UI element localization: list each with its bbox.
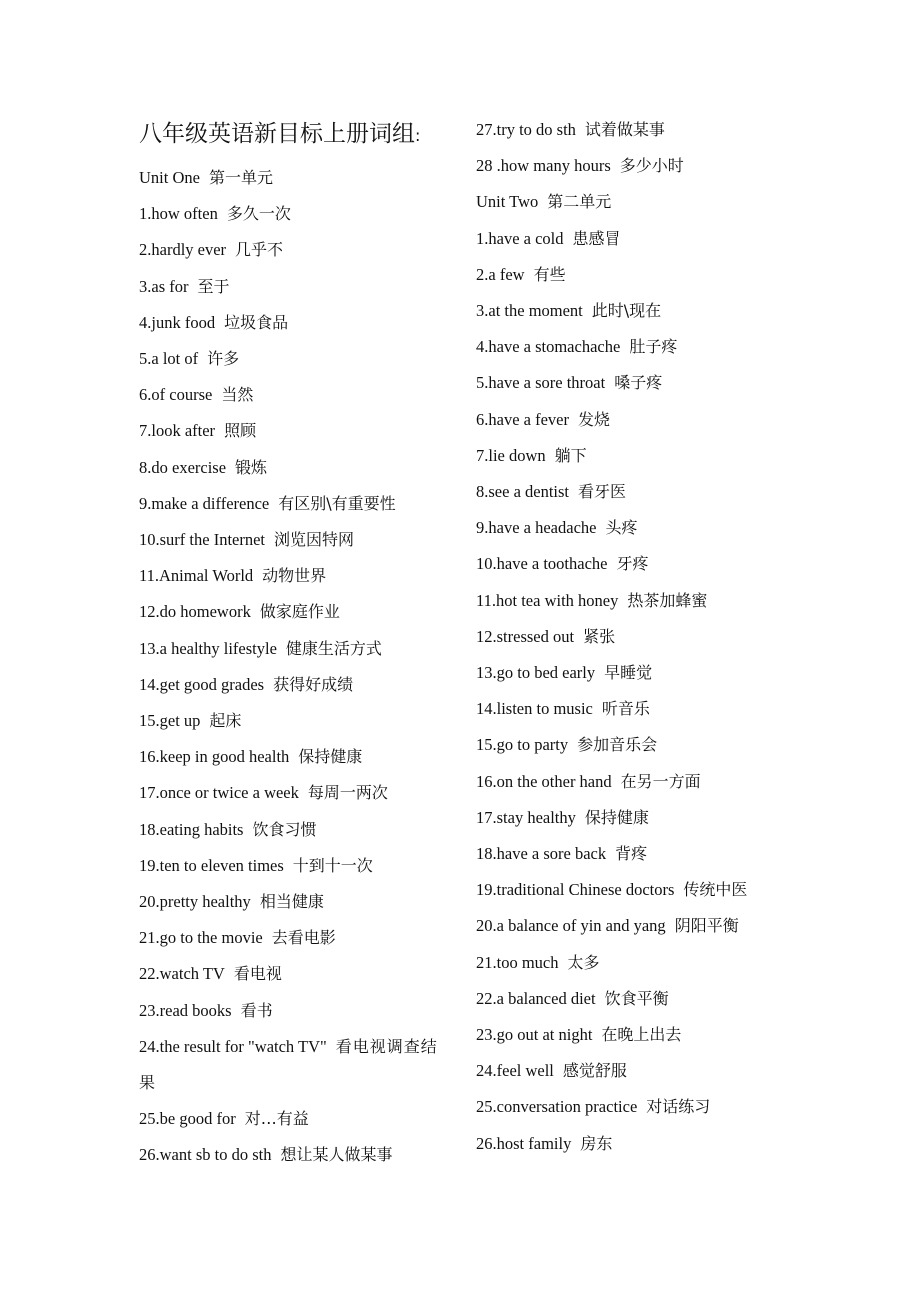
phrase-chinese: 阴阳平衡 [674, 916, 739, 936]
phrase-chinese: 看书 [240, 1000, 273, 1020]
phrase-english: 20.pretty healthy [139, 892, 251, 911]
list-item [139, 783, 388, 803]
list-item [139, 675, 353, 695]
list-item [476, 591, 707, 611]
phrase-english: 7.lie down [476, 445, 546, 465]
phrase-english: 14.listen to music [476, 699, 593, 719]
list-item [476, 301, 661, 321]
phrase-english: 27.try to do sth [476, 120, 576, 139]
phrase-english: 12.stressed out [476, 626, 575, 646]
list-item [139, 421, 256, 441]
phrase-chinese: 第二单元 [547, 192, 612, 212]
list-item [476, 953, 600, 973]
list-item [139, 458, 267, 478]
phrase-english: 25.conversation practice [476, 1097, 638, 1117]
phrase-english: 13.go to bed early [476, 663, 596, 682]
phrase-chinese: 每周一两次 [307, 783, 388, 803]
phrase-chinese: 牙疼 [616, 554, 649, 574]
list-item [476, 989, 669, 1009]
list-item [139, 964, 282, 984]
phrase-english: 1.how often [139, 204, 218, 224]
list-item [139, 277, 230, 297]
phrase-english: 9.make a difference [139, 493, 270, 513]
phrase-chinese: 保持健康 [584, 807, 649, 827]
list-item [476, 337, 677, 357]
unit-heading [476, 192, 611, 212]
list-item [476, 880, 747, 900]
phrase-english: 13.a healthy lifestyle [139, 638, 277, 658]
phrase-chinese: 看牙医 [578, 482, 627, 501]
phrase-english: 10.surf the Internet [139, 530, 265, 549]
phrase-english: 11.Animal World [139, 566, 254, 586]
phrase-english: 9.have a headache [476, 518, 597, 538]
phrase-chinese: 许多 [207, 349, 240, 368]
phrase-english: 8.see a dentist [476, 482, 570, 501]
phrase-chinese: 起床 [209, 711, 242, 730]
phrase-english: 19.traditional Chinese doctors [476, 880, 675, 900]
phrase-chinese: 躺下 [554, 445, 587, 465]
phrase-chinese: 相当健康 [259, 892, 324, 911]
phrase-english: 19.ten to eleven times [139, 855, 284, 875]
list-item [476, 265, 566, 285]
list-item [139, 1001, 273, 1021]
list-item [476, 735, 657, 755]
phrase-english: 5.have a sore throat [476, 373, 606, 393]
phrase-chinese: 动物世界 [262, 566, 327, 586]
phrase-chinese: 看电视调查结果 [139, 1036, 438, 1092]
phrase-chinese: 对话练习 [646, 1097, 711, 1117]
phrase-chinese: 当然 [221, 385, 254, 405]
phrase-chinese: 参加音乐会 [577, 735, 658, 755]
unit-heading [139, 168, 273, 188]
list-item [476, 699, 650, 719]
phrase-english: 12.do homework [139, 602, 251, 622]
phrase-english: 15.get up [139, 711, 201, 730]
phrase-chinese: 几乎不 [235, 240, 284, 260]
phrase-chinese: 听音乐 [601, 699, 650, 719]
phrase-english: 6.of course [139, 385, 213, 405]
phrase-chinese: 在另一方面 [620, 771, 701, 791]
phrase-english: 5.a lot of [139, 349, 199, 368]
list-item [139, 1145, 392, 1165]
phrase-chinese: 垃圾食品 [224, 312, 289, 332]
list-item [476, 120, 665, 140]
list-item [476, 916, 739, 936]
phrase-english: 16.keep in good health [139, 747, 290, 767]
list-item [139, 349, 239, 369]
phrase-chinese: 饮食平衡 [604, 988, 669, 1008]
phrase-english: 25.be good for [139, 1109, 236, 1129]
phrase-english: 22.watch TV [139, 964, 225, 984]
list-item [476, 518, 637, 538]
phrase-chinese: 在晚上出去 [601, 1025, 682, 1044]
phrase-english: 23.go out at night [476, 1025, 593, 1044]
phrase-english: 17.stay healthy [476, 807, 576, 827]
phrase-english: 23.read books [139, 1000, 232, 1020]
list-item [476, 627, 615, 647]
phrase-chinese: 发烧 [577, 409, 610, 429]
phrase-english: 8.do exercise [139, 457, 227, 477]
phrase-chinese: 背疼 [615, 844, 648, 863]
phrase-chinese: 嗓子疼 [614, 373, 663, 393]
list-item [476, 229, 621, 249]
list-item [139, 602, 340, 622]
phrase-english: 22.a balanced diet [476, 988, 596, 1008]
list-item [139, 494, 396, 514]
list-item [476, 482, 626, 502]
phrase-english: 21.too much [476, 952, 559, 972]
phrase-english: 28 .how many hours [476, 156, 611, 176]
phrase-english: 16.on the other hand [476, 771, 612, 791]
list-item [139, 711, 241, 731]
phrase-chinese: 多久一次 [226, 204, 291, 224]
list-item [476, 554, 649, 574]
phrase-english: Unit One [139, 168, 200, 187]
list-item [139, 747, 362, 767]
phrase-english: 14.get good grades [139, 674, 265, 694]
phrase-english: 17.once or twice a week [139, 783, 299, 803]
list-item [139, 313, 288, 333]
phrase-chinese: 对…有益 [244, 1109, 309, 1129]
phrase-english: 20.a balance of yin and yang [476, 916, 666, 936]
phrase-chinese: 锻炼 [235, 457, 268, 477]
phrase-chinese: 早睡觉 [604, 663, 653, 682]
list-item [476, 410, 610, 430]
phrase-chinese: 患感冒 [572, 228, 621, 248]
phrase-english: 26.host family [476, 1133, 572, 1153]
phrase-english: 24.the result for "watch TV" [139, 1036, 327, 1056]
phrase-chinese: 获得好成绩 [273, 674, 354, 694]
list-item [139, 639, 382, 659]
list-item [139, 385, 253, 405]
list-item [139, 928, 336, 948]
phrase-chinese: 头疼 [605, 518, 638, 538]
phrase-english: 3.as for [139, 276, 189, 296]
phrase-chinese: 肚子疼 [629, 337, 678, 357]
phrase-english: 15.go to party [476, 735, 569, 755]
phrase-chinese: 紧张 [583, 626, 616, 646]
list-item [476, 1061, 627, 1081]
phrase-chinese: 热茶加蜂蜜 [627, 590, 708, 610]
phrase-english: 10.have a toothache [476, 554, 608, 574]
list-item [476, 663, 652, 683]
list-item [139, 530, 354, 550]
list-item [476, 373, 662, 393]
phrase-chinese: 十到十一次 [292, 855, 373, 875]
list-item [139, 240, 283, 260]
list-item [139, 856, 373, 876]
phrase-chinese: 保持健康 [298, 747, 363, 767]
phrase-english: 7.look after [139, 421, 216, 441]
phrase-english: Unit Two [476, 192, 539, 212]
list-item [476, 156, 684, 176]
phrase-chinese: 传统中医 [683, 880, 748, 900]
phrase-english: 4.junk food [139, 312, 216, 332]
phrase-chinese: 想让某人做某事 [280, 1145, 393, 1165]
list-item [476, 1025, 681, 1045]
list-item [476, 772, 701, 792]
phrase-english: 3.at the moment [476, 301, 583, 320]
phrase-english: 6.have a fever [476, 409, 569, 429]
list-item [139, 566, 326, 586]
phrase-chinese: 此时\现在 [591, 301, 662, 320]
list-item [476, 1134, 612, 1154]
phrase-chinese: 太多 [567, 952, 600, 972]
list-item [476, 844, 647, 864]
phrase-chinese: 感觉舒服 [562, 1061, 627, 1081]
list-item [476, 446, 587, 466]
page-title: 八年级英语新目标上册词组: [139, 121, 421, 147]
list-item [139, 1109, 309, 1129]
phrase-chinese: 有些 [533, 264, 566, 284]
list-item [139, 1029, 449, 1101]
list-item [476, 808, 649, 828]
list-item [476, 1097, 710, 1117]
phrase-chinese: 照顾 [224, 421, 257, 441]
phrase-chinese: 有区别\有重要性 [278, 493, 396, 513]
phrase-english: 2.a few [476, 264, 525, 284]
phrase-english: 26.want sb to do sth [139, 1145, 272, 1165]
phrase-english: 1.have a cold [476, 228, 564, 248]
phrase-chinese: 健康生活方式 [285, 638, 382, 658]
phrase-english: 18.have a sore back [476, 844, 607, 863]
phrase-english: 4.have a stomachache [476, 337, 621, 357]
phrase-chinese: 第一单元 [208, 168, 273, 187]
phrase-chinese: 看电视 [233, 964, 282, 984]
phrase-chinese: 饮食习惯 [252, 819, 317, 839]
phrase-chinese: 去看电影 [271, 928, 336, 948]
phrase-chinese: 房东 [580, 1133, 613, 1153]
list-item [139, 892, 324, 912]
phrase-english: 2.hardly ever [139, 240, 227, 260]
phrase-chinese: 至于 [197, 276, 230, 296]
phrase-english: 18.eating habits [139, 819, 244, 839]
phrase-chinese: 试着做某事 [584, 120, 665, 139]
title-colon: : [415, 126, 421, 145]
phrase-english: 11.hot tea with honey [476, 590, 619, 610]
list-item [139, 204, 291, 224]
phrase-chinese: 浏览因特网 [274, 530, 355, 549]
phrase-chinese: 多少小时 [619, 156, 684, 176]
phrase-chinese: 做家庭作业 [259, 602, 340, 622]
list-item [139, 820, 317, 840]
phrase-english: 21.go to the movie [139, 928, 263, 948]
phrase-english: 24.feel well [476, 1061, 554, 1081]
